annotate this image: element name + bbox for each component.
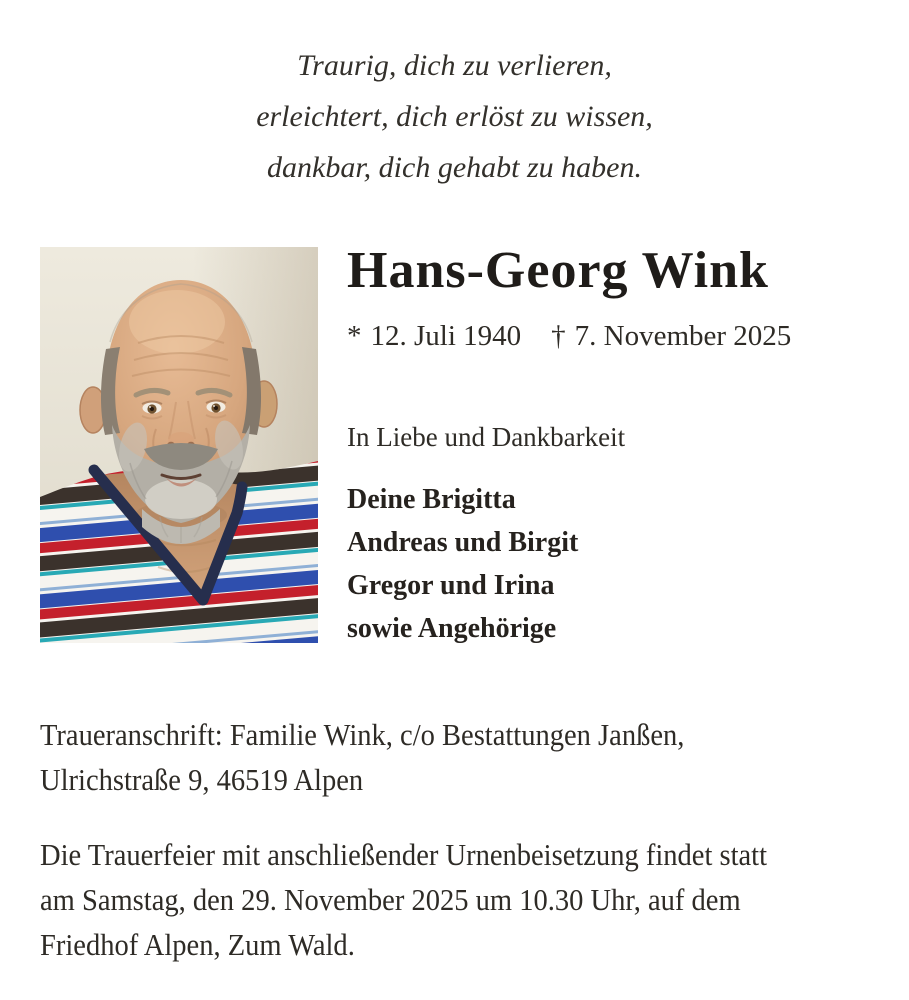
ceremony-line: Die Trauerfeier mit anschließender Urnenbeisetzung findet statt bbox=[40, 837, 768, 872]
address-block bbox=[40, 712, 684, 802]
ceremony-line: Friedhof Alpen, Zum Wald. bbox=[40, 927, 355, 962]
death-symbol: † bbox=[551, 320, 566, 352]
ceremony-line: am Samstag, den 29. November 2025 um 10.30 Uhr, auf dem bbox=[40, 882, 741, 917]
condolence-intro: In Liebe und Dankbarkeit bbox=[347, 422, 626, 452]
portrait-illustration bbox=[40, 247, 318, 643]
bald-scalp-highlight bbox=[129, 290, 225, 354]
mourner-line: Gregor und Irina bbox=[347, 570, 555, 601]
mourners-list bbox=[347, 478, 578, 650]
life-dates bbox=[347, 318, 791, 354]
ceremony-block bbox=[40, 832, 767, 967]
mourner-line: Deine Brigitta bbox=[347, 484, 516, 515]
portrait-photo bbox=[40, 247, 318, 643]
address-line: Ulrichstraße 9, 46519 Alpen bbox=[40, 762, 364, 797]
address-line: Traueranschrift: Familie Wink, c/o Bestattungen Janßen, bbox=[40, 717, 685, 752]
epigraph-line: erleichtert, dich erlöst zu wissen, bbox=[256, 100, 653, 133]
epigraph-line: Traurig, dich zu verlieren, bbox=[297, 49, 612, 82]
epigraph-line: dankbar, dich gehabt zu haben. bbox=[267, 151, 642, 184]
mourner-line: sowie Angehörige bbox=[347, 613, 557, 644]
birth-symbol: * bbox=[347, 320, 362, 352]
death-group bbox=[551, 320, 791, 352]
deceased-name: Hans-Georg Wink bbox=[347, 242, 769, 299]
mourner-line: Andreas und Birgit bbox=[347, 527, 579, 558]
birth-date: 12. Juli 1940 bbox=[370, 320, 522, 352]
death-date: 7. November 2025 bbox=[574, 320, 792, 352]
epigraph bbox=[0, 40, 909, 193]
